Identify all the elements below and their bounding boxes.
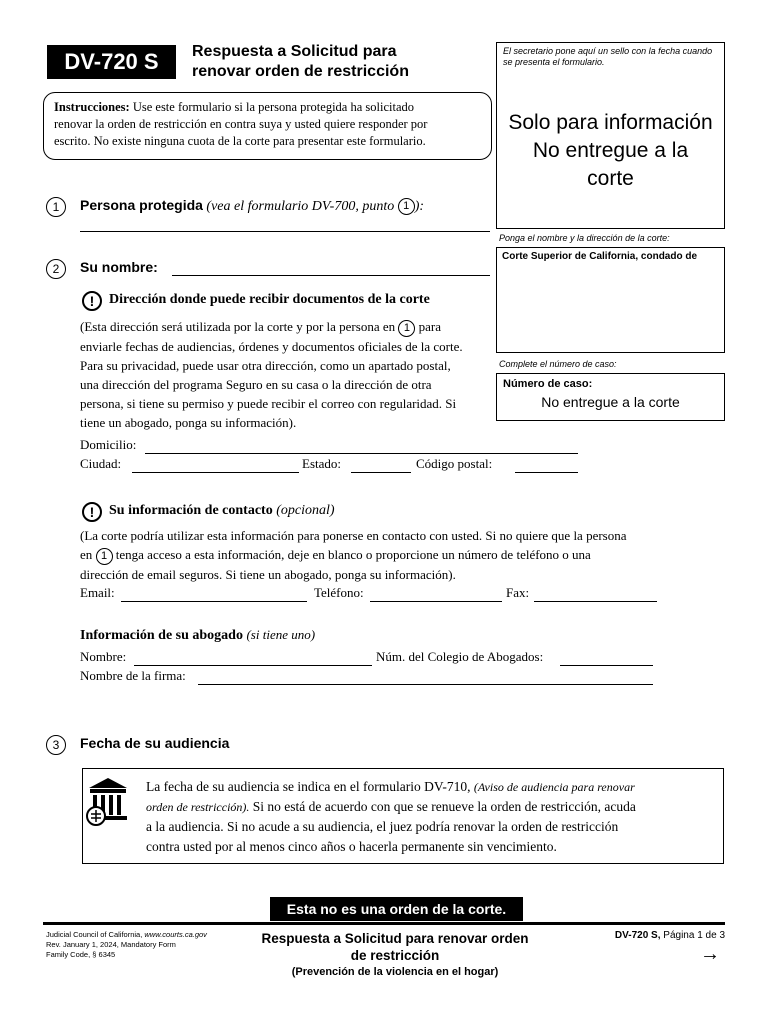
firma-label: Nombre de la firma: (80, 668, 186, 683)
form-title-line1: Respuesta a Solicitud para (192, 43, 397, 60)
fax-label: Fax: (506, 585, 530, 600)
estado-label: Estado: (302, 456, 341, 471)
footer-rev: Rev. January 1, 2024, Mandatory Form (46, 940, 176, 949)
telefono-label: Teléfono: (314, 585, 364, 600)
footer-form-code: DV-720 S, (614, 930, 661, 941)
clerk-stamp-note: El secretario pone aquí un sello con la fecha cuando se presenta el formulario. (503, 46, 713, 67)
address-heading: Dirección donde puede recibir documentos de la corte (109, 292, 430, 307)
courthouse-icon (85, 776, 131, 830)
contact-text-line2-pre: en (80, 547, 93, 562)
firm-name-field[interactable] (198, 684, 653, 685)
clerk-stamp-line2: No entregue a la (532, 139, 689, 162)
address-text-line2: enviarle fechas de audiencias, órdenes y documentos oficiales de la corte. (80, 338, 463, 354)
section1-note: (vea el formulario DV-700, punto (206, 199, 395, 214)
instructions-line2: renovar la orden de restricción en contra suya y usted quiere responder por (54, 117, 428, 131)
court-name: Corte Superior de California, condado de (502, 251, 698, 262)
instructions-box (43, 92, 492, 160)
contact-heading (109, 503, 335, 519)
section2-title: Su nombre: (80, 259, 158, 275)
clerk-stamp-line1: Solo para información (508, 111, 713, 134)
lawyer-heading (80, 627, 315, 644)
instructions-text (54, 99, 484, 150)
lawyer-heading-optional: (si tiene uno) (246, 627, 316, 642)
footer-left (46, 930, 207, 960)
domicilio-label: Domicilio: (80, 437, 137, 452)
address-text-line1: (Esta dirección será utilizada por la corte y por la persona en (80, 319, 396, 334)
section1-title: Persona protegida (80, 197, 203, 213)
hearing-line2-post: Si no está de acuerdo con que se renueve la orden de restricción, acuda (252, 799, 636, 814)
court-label: Ponga el nombre y la dirección de la corte: (499, 233, 670, 243)
form-code-badge: DV-720 S (47, 45, 176, 79)
address-text-line4: una dirección del programa Seguro en su casa o la dirección de otra (80, 376, 432, 392)
contact-heading-optional: (opcional) (276, 503, 335, 518)
case-label: Complete el número de caso: (499, 359, 617, 369)
clerk-stamp-box (496, 42, 725, 229)
hearing-line1-it: (Aviso de audiencia para renovar (473, 780, 635, 794)
nombre-label: Nombre: (80, 649, 127, 664)
next-page-arrow-icon[interactable]: → (700, 943, 720, 965)
fax-field[interactable] (534, 601, 657, 602)
contact-text-line1: (La corte podría utilizar esta información para ponerse en contacto con usted. Si no quiere que la persona (80, 528, 627, 543)
contact-heading-title: Su información de contacto (109, 503, 273, 518)
colegio-label: Núm. del Colegio de Abogados: (376, 649, 544, 664)
contact-text-line2-post: tenga acceso a esta información, deje en blanco o proporcione un número de teléfono o una (115, 547, 591, 562)
hearing-line3: a la audiencia. Si no acude a su audiencia, el juez podría renovar la orden de restricción (146, 819, 619, 834)
not-court-order-banner: Esta no es una orden de la corte. (270, 897, 523, 921)
codigo-postal-label: Código postal: (416, 456, 493, 471)
ciudad-field[interactable] (132, 472, 299, 473)
section1-note-post: ): (414, 199, 425, 214)
footer-website[interactable]: www.courts.ca.gov (144, 930, 207, 939)
footer-title-line1: Respuesta a Solicitud para renovar orden (261, 931, 529, 946)
footer-code: Family Code, § 6345 (46, 950, 116, 959)
contact-instructions (80, 526, 700, 584)
contact-text-line3: dirección de email seguros. Si tiene un abogado, ponga su información). (80, 566, 456, 582)
footer-title-line2: de restricción (350, 948, 440, 963)
address-text-line6: tiene un abogado, ponga su información). (80, 414, 297, 430)
hearing-line1-pre: La fecha de su audiencia se indica en el formulario DV-710, (146, 779, 471, 794)
estado-field[interactable] (351, 472, 411, 473)
section2-number: 2 (46, 259, 66, 279)
address-ref-post: para (418, 319, 441, 334)
lawyer-name-field[interactable] (134, 665, 372, 666)
address-text-line5: persona, si tiene su permiso y puede recibir el correo con regularidad. Si (80, 395, 457, 411)
hearing-line4: contra usted por al menos cinco años o hacerla permanente sin vencimiento. (146, 839, 557, 854)
court-box[interactable] (496, 247, 725, 353)
section1-ref: 1 (398, 198, 415, 215)
address-ref: 1 (398, 320, 415, 337)
instructions-line3: escrito. No existe ninguna cuota de la corte para presentar este formulario. (54, 134, 426, 148)
email-label: Email: (80, 585, 115, 600)
footer-council: Judicial Council of California, (46, 930, 143, 939)
footer-title (230, 930, 560, 980)
case-number-value: No entregue a la corte (541, 394, 680, 410)
section1-heading (80, 197, 424, 215)
contact-ref: 1 (96, 548, 113, 565)
email-field[interactable] (121, 601, 307, 602)
hearing-info-box (82, 768, 724, 864)
form-title (192, 42, 492, 82)
section3-number: 3 (46, 735, 66, 755)
clerk-stamp-line3: corte (587, 167, 634, 190)
address-instructions (80, 317, 480, 432)
hearing-text (146, 777, 716, 857)
footer-page (600, 930, 725, 941)
instructions-label: Instrucciones: (54, 100, 130, 114)
instructions-line1: Use este formulario si la persona protegida ha solicitado (132, 100, 414, 114)
footer-divider (43, 922, 725, 925)
form-title-line2: renovar orden de restricción (192, 63, 409, 80)
footer-subtitle: (Prevención de la violencia en el hogar) (291, 966, 499, 978)
domicilio-field[interactable] (145, 453, 578, 454)
section3-title: Fecha de su audiencia (80, 735, 230, 751)
codigo-postal-field[interactable] (515, 472, 578, 473)
footer-page-number: Página 1 de 3 (663, 930, 725, 941)
ciudad-label: Ciudad: (80, 456, 122, 471)
section1-number: 1 (46, 197, 66, 217)
your-name-field[interactable] (172, 275, 490, 276)
clerk-stamp-message (497, 109, 724, 193)
bar-number-field[interactable] (560, 665, 653, 666)
alert-icon: ! (82, 291, 102, 311)
lawyer-heading-title: Información de su abogado (80, 628, 243, 643)
address-text-line3: Para su privacidad, puede usar otra dirección, como un apartado postal, (80, 357, 451, 373)
case-number-label: Número de caso: (503, 378, 593, 390)
hearing-line2-it: orden de restricción). (146, 800, 250, 814)
case-box[interactable] (496, 373, 725, 421)
telefono-field[interactable] (370, 601, 502, 602)
alert-icon: ! (82, 502, 102, 522)
protected-person-field[interactable] (80, 231, 490, 232)
